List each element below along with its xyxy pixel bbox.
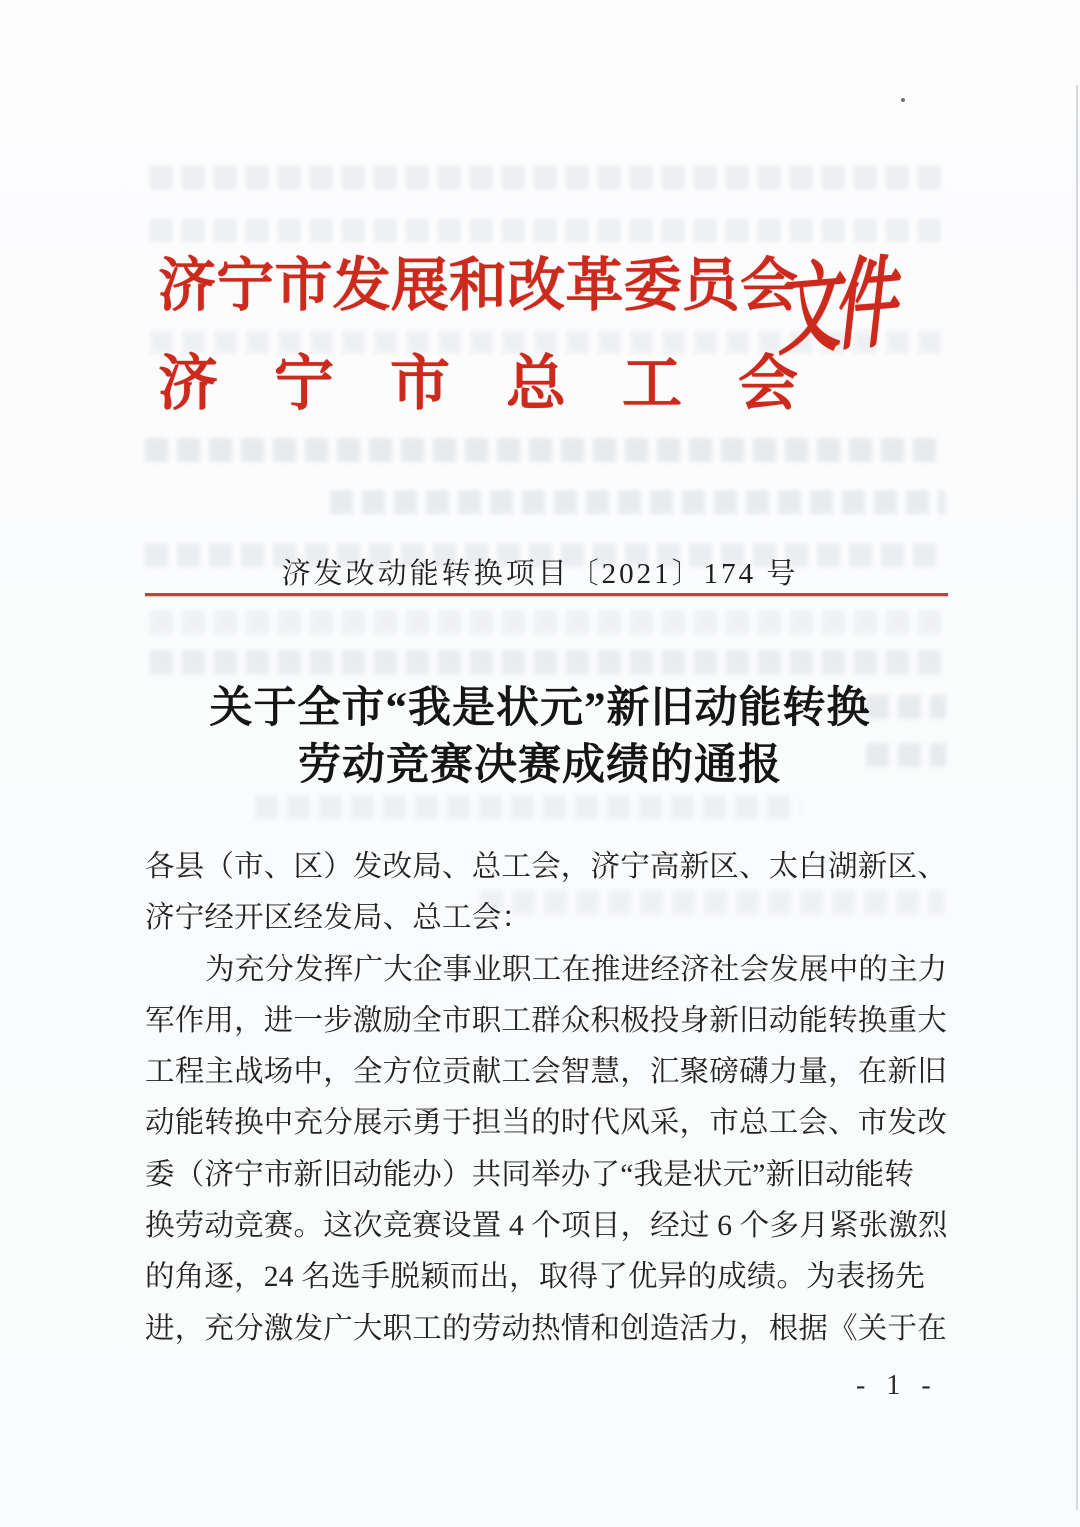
page-number: - 1 -	[856, 1370, 938, 1401]
body-line: 军作用，进一步激励全市职工群众积极投身新旧动能转换重大	[145, 1004, 947, 1037]
addressee-line: 各县（市、区）发改局、总工会，济宁高新区、太白湖新区、	[145, 851, 947, 883]
red-separator-rule	[145, 593, 948, 596]
document-title-line1: 关于全市“我是状元”新旧动能转换	[209, 685, 871, 732]
bleed-through-line	[150, 218, 945, 242]
document-title	[0, 680, 1080, 794]
body-line: 的角逐，24 名选手脱颖而出，取得了优异的成绩。为表扬先	[145, 1261, 925, 1294]
bleed-through-line	[255, 795, 800, 819]
issuing-org-line2: 济宁市总工会	[158, 351, 798, 417]
paper-edge-shadow	[1076, 85, 1078, 1510]
letterhead	[158, 250, 798, 420]
body-line: 进，充分激发广大职工的劳动热情和创造活力，根据《关于在	[145, 1312, 947, 1345]
issuing-org-line1: 济宁市发展和改革委员会	[158, 253, 798, 318]
document-number: 济发改动能转换项目〔2021〕174 号	[281, 558, 799, 590]
body-line: 动能转换中充分展示勇于担当的时代风采，市总工会、市发改	[145, 1107, 947, 1140]
document-type-mark: 文件	[775, 247, 901, 368]
body-line: 换劳动竞赛。这次竞赛设置 4 个项目，经过 6 个多月紧张激烈	[145, 1210, 948, 1243]
body-line: 委（济宁市新旧动能办）共同举办了“我是状元”新旧动能转	[145, 1158, 915, 1191]
body-line: 工程主战场中，全方位贡献工会智慧，汇聚磅礴力量，在新旧	[145, 1056, 947, 1089]
body-line: 为充分发挥广大企事业职工在推进经济社会发展中的主力	[205, 953, 948, 986]
bleed-through-line	[150, 166, 945, 190]
bleed-through-line	[150, 650, 945, 674]
bleed-through-line	[330, 490, 945, 514]
document-body	[145, 842, 948, 1355]
bleed-through-line	[150, 610, 945, 634]
bleed-through-line	[145, 438, 945, 462]
document-title-line2: 劳动竞赛决赛成绩的通报	[298, 742, 782, 789]
scan-speck	[901, 98, 905, 102]
addressee-line: 济宁经开区经发局、总工会：	[145, 902, 532, 935]
